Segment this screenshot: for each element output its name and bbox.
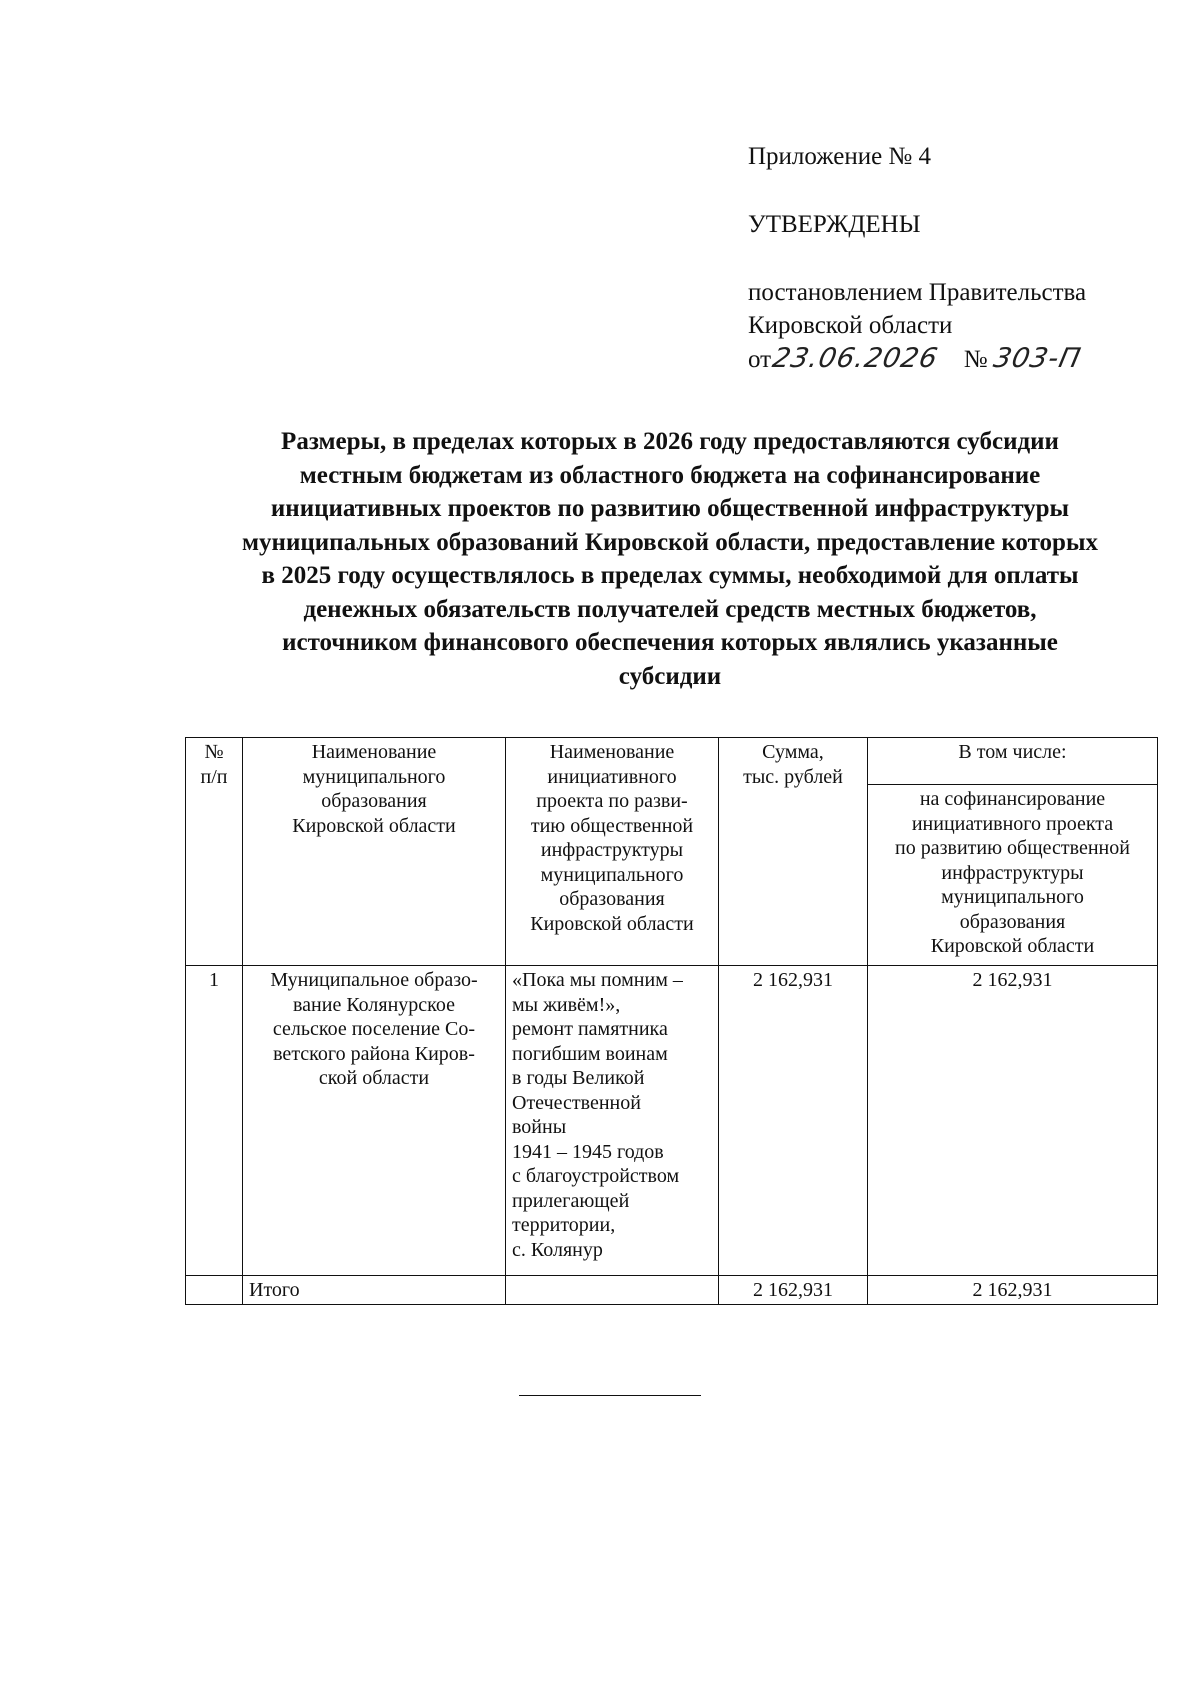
table-total-row xyxy=(186,1276,1158,1305)
cell-total-empty xyxy=(506,1276,719,1305)
resolution-line-1: постановлением Правительства xyxy=(748,279,1087,306)
document-title xyxy=(160,425,1180,693)
closing-rule xyxy=(519,1395,701,1396)
resolution-line-2: Кировской области xyxy=(748,312,953,339)
title-line: денежных обязательств получателей средств местных бюджетов, xyxy=(303,595,1037,623)
title-line: инициативных проектов по развитию общественной инфраструктуры xyxy=(270,495,1070,522)
cell-total-label: Итого xyxy=(243,1276,506,1305)
cell-total-sum: 2 162,931 xyxy=(719,1276,868,1305)
number-prefix: № xyxy=(963,346,988,373)
title-line: в 2025 году осуществлялось в пределах суммы, необходимой для оплаты xyxy=(261,562,1079,589)
date-prefix: от xyxy=(748,346,772,373)
header-municipality: Наименование муниципального образования Кировской области xyxy=(243,738,506,966)
header-sum: Сумма, тыс. рублей xyxy=(719,738,868,966)
cell-sum: 2 162,931 xyxy=(719,966,868,1276)
cell-cofinancing: 2 162,931 xyxy=(868,966,1158,1276)
title-line: местным бюджетам из областного бюджета на софинансирование xyxy=(299,461,1041,489)
cell-total-cofinancing: 2 162,931 xyxy=(868,1276,1158,1305)
header-including: В том числе: xyxy=(868,738,1158,785)
header-cofinancing: на софинансирование инициативного проекта по развитию общественной инфраструктуры муниципального образования Кировской области xyxy=(868,785,1158,966)
header-num: № п/п xyxy=(186,738,243,966)
handwritten-date: 23.06.2026 xyxy=(769,343,941,374)
cell-total-empty xyxy=(186,1276,243,1305)
title-line: субсидии xyxy=(618,662,722,690)
cell-municipality: Муниципальное образо- вание Колянурское сельское поселение Со- ветского района Киров- ской области xyxy=(243,966,506,1276)
resolution-date-number xyxy=(748,342,1084,376)
title-line: источником финансового обеспечения которых являлись указанные xyxy=(282,629,1058,656)
appendix-label: Приложение № 4 xyxy=(748,143,932,170)
subsidy-table xyxy=(185,737,1158,1305)
title-line: муниципальных образований Кировской области, предоставление которых xyxy=(242,528,1098,556)
handwritten-number: 303-П xyxy=(990,343,1084,374)
approved-label: УТВЕРЖДЕНЫ xyxy=(748,211,921,238)
header-project: Наименование инициативного проекта по разви- тию общественной инфраструктуры муниципального образования Кировской области xyxy=(506,738,719,966)
table-header-row xyxy=(186,738,1158,785)
cell-num: 1 xyxy=(186,966,243,1276)
cell-project: «Пока мы помним – мы живём!», ремонт памятника погибшим воинам в годы Великой Отечественной войны 1941 – 1945 годов с благоустройством прилегающей территории, с. Колянур xyxy=(506,966,719,1276)
table-row xyxy=(186,966,1158,1276)
title-line: Размеры, в пределах которых в 2026 году предоставляются субсидии xyxy=(281,428,1059,455)
